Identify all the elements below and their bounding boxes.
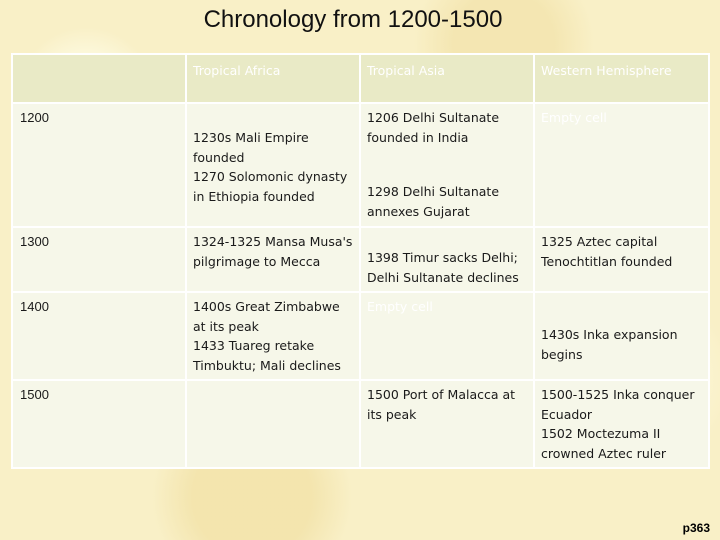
cell-1400-west <box>534 292 709 380</box>
table-row-1400 <box>12 292 709 380</box>
table-header-row <box>12 54 709 103</box>
cell-1200-asia <box>360 103 534 227</box>
cell-1300-africa <box>186 227 360 292</box>
chronology-table <box>11 53 710 469</box>
event-text: 1270 Solomonic dynasty in Ethiopia founded <box>193 169 348 204</box>
empty-cell-label: Empty cell <box>541 110 607 125</box>
cell-1300-asia <box>360 227 534 292</box>
header-tropical-asia: Tropical Asia <box>360 54 534 103</box>
cell-1200-west <box>534 103 709 227</box>
page-title: Chronology from 1200-1500 <box>203 6 503 33</box>
event-text: 1298 Delhi Sultanate annexes Gujarat <box>367 184 500 219</box>
cell-1500-asia <box>360 380 534 468</box>
table-row-1300 <box>12 227 709 292</box>
cell-1500-west <box>534 380 709 468</box>
event-text: 1400s Great Zimbabwe at its peak <box>193 299 340 334</box>
header-corner <box>12 54 186 103</box>
table-row-1200 <box>12 103 709 227</box>
cell-1400-asia <box>360 292 534 380</box>
event-text: 1433 Tuareg retake Timbuktu; Mali declines <box>193 338 341 373</box>
table-row-1500 <box>12 380 709 468</box>
event-text: 1430s Inka expansion begins <box>541 327 678 362</box>
cell-1500-africa <box>186 380 360 468</box>
header-tropical-africa: Tropical Africa <box>186 54 360 103</box>
event-text: 1500-1525 Inka conquer Ecuador <box>541 387 695 422</box>
event-text: 1398 Timur sacks Delhi; Delhi Sultanate declines <box>367 250 519 285</box>
event-text: 1206 Delhi Sultanate founded in India <box>367 110 500 145</box>
year-1200: 1200 <box>12 103 186 227</box>
page-reference: p363 <box>682 521 710 535</box>
cell-1400-africa <box>186 292 360 380</box>
cell-1200-africa <box>186 103 360 227</box>
empty-cell-label: Empty cell <box>367 299 433 314</box>
event-text: 1502 Moctezuma II crowned Aztec ruler <box>541 426 667 461</box>
event-text: 1500 Port of Malacca at its peak <box>367 387 516 422</box>
year-1300: 1300 <box>12 227 186 292</box>
header-western-hemisphere: Western Hemisphere <box>534 54 709 103</box>
cell-1300-west <box>534 227 709 292</box>
year-1400: 1400 <box>12 292 186 380</box>
year-1500: 1500 <box>12 380 186 468</box>
event-text: 1325 Aztec capital Tenochtitlan founded <box>541 234 673 269</box>
event-text: 1324-1325 Mansa Musa's pilgrimage to Mecca <box>193 234 353 269</box>
event-text: 1230s Mali Empire founded <box>193 130 309 165</box>
